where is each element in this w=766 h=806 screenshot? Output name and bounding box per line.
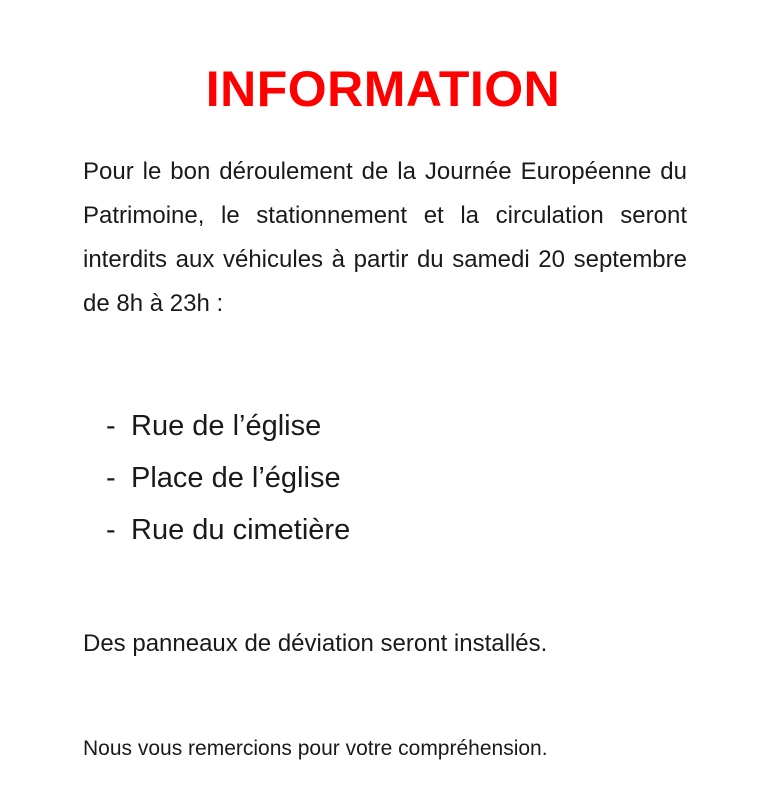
list-item (106, 400, 350, 452)
street-name: Rue de l’église (131, 410, 322, 442)
list-bullet: - (106, 462, 116, 494)
list-item (106, 452, 350, 504)
detour-notice: Des panneaux de déviation seront installés. (83, 630, 548, 657)
street-name: Place de l’église (131, 462, 341, 494)
list-item (106, 504, 350, 556)
notice-title: INFORMATION (205, 61, 561, 117)
street-list (106, 400, 350, 556)
street-name: Rue du cimetière (131, 514, 351, 546)
intro-paragraph: Pour le bon déroulement de la Journée Européenne du Patrimoine, le stationnement et la circulation seront interdits aux véhicules à partir du samedi 20 septembre de 8h à 23h : (83, 158, 687, 317)
thanks-message: Nous vous remercions pour votre compréhension. (83, 737, 548, 760)
list-bullet: - (106, 410, 116, 442)
list-bullet: - (106, 514, 116, 546)
